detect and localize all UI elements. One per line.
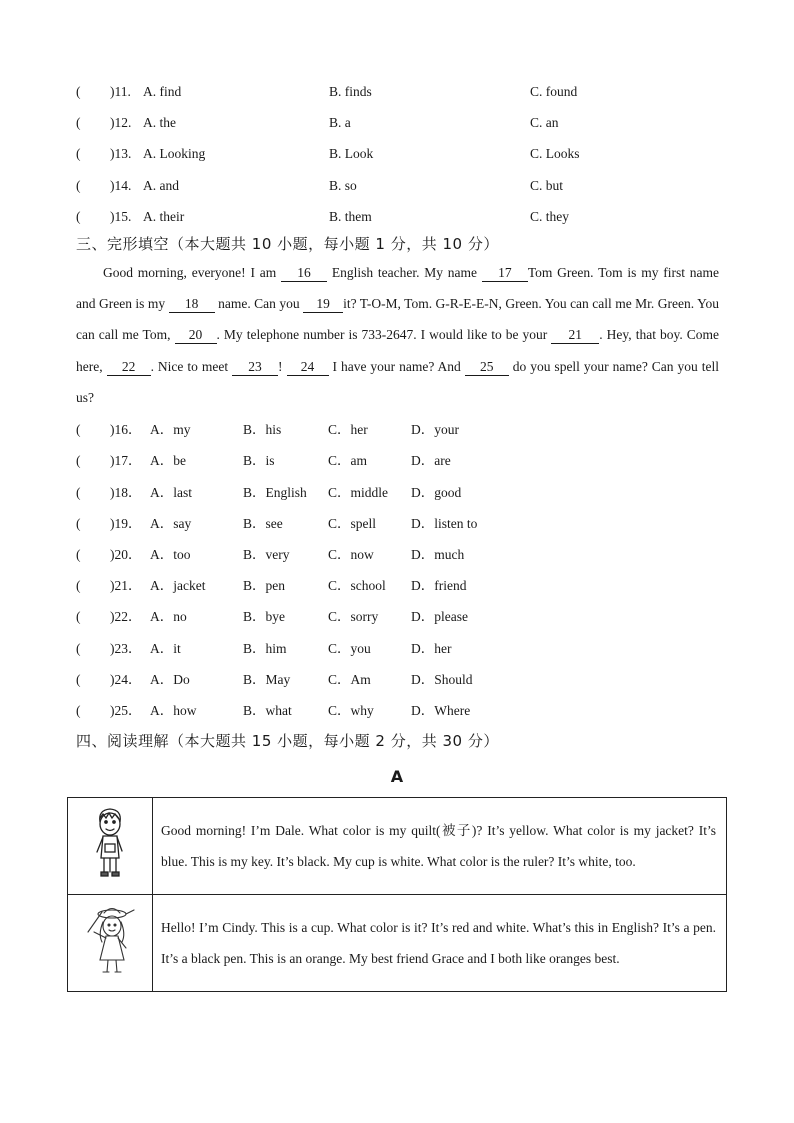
girl-illustration-icon [82, 902, 138, 980]
question-number: )13. [110, 146, 132, 161]
option-b: B．pen [243, 578, 285, 593]
option-c: C. Looks [530, 146, 580, 161]
cindy-picture-cell [68, 895, 153, 992]
blank-22[interactable]: 22 [107, 359, 151, 376]
answer-paren[interactable]: ( [76, 641, 81, 656]
option-d: D．good [411, 485, 462, 500]
answer-paren[interactable]: ( [76, 609, 81, 624]
question-number: )24． [110, 672, 142, 687]
blank-23[interactable]: 23 [232, 359, 278, 376]
option-a: A. their [143, 209, 185, 224]
answer-paren[interactable]: ( [76, 146, 81, 161]
option-b: B．very [243, 547, 290, 562]
blank-16[interactable]: 16 [281, 265, 327, 282]
option-d: D．her [411, 641, 452, 656]
blank-20[interactable]: 20 [175, 327, 217, 344]
option-a: A. Looking [143, 146, 206, 161]
question-number: )21． [110, 578, 142, 593]
answer-paren[interactable]: ( [76, 485, 81, 500]
option-d: D．friend [411, 578, 467, 593]
option-c: C．school [328, 578, 386, 593]
passage-text: it? T-O-M, Tom. G-R-E-E-N, Green. You can call me Mr. Green. You can call me Tom, [76, 296, 719, 343]
question-number: )11. [110, 84, 131, 99]
option-a: A．jacket [150, 578, 206, 593]
answer-paren[interactable]: ( [76, 84, 81, 99]
option-c: C. but [530, 178, 564, 193]
answer-paren[interactable]: ( [76, 703, 81, 718]
passage-text: I have your name? And [332, 358, 465, 374]
option-c: C．you [328, 641, 371, 656]
option-a: A．no [150, 609, 187, 624]
option-a: A．say [150, 516, 192, 531]
option-c: C. they [530, 209, 569, 224]
passage-text: name. Can you [218, 296, 304, 312]
blank-25[interactable]: 25 [465, 359, 509, 376]
option-c: C. found [530, 84, 578, 99]
option-a: A. the [143, 115, 176, 130]
option-a: A．last [150, 485, 192, 500]
option-b: B. Look [329, 146, 374, 161]
option-c: C．am [328, 453, 367, 468]
option-b: B. finds [329, 84, 372, 99]
option-c: C．Am [328, 672, 371, 687]
section3-title: 三、完形填空（本大题共 10 小题，每小题 1 分，共 10 分） [76, 235, 499, 253]
option-b: B．him [243, 641, 287, 656]
reading-table [67, 797, 727, 992]
option-b: B．is [243, 453, 275, 468]
passage-text: . Hey, that boy. Come here, [76, 327, 719, 374]
option-b: B．see [243, 516, 283, 531]
answer-paren[interactable]: ( [76, 115, 81, 130]
cindy-text: Hello! I’m Cindy. This is a cup. What color is it? It’s red and white. What’s this in English? It’s a pen. It’s a black pen. This is an orange. My best friend Grace and I both like oranges best. [153, 895, 727, 992]
option-c: C. an [530, 115, 559, 130]
question-number: )18． [110, 485, 142, 500]
answer-paren[interactable]: ( [76, 547, 81, 562]
blank-18[interactable]: 18 [169, 296, 215, 313]
passage-text: Tom Green. Tom is my first name and Green is my [76, 265, 720, 312]
question-number: )17． [110, 453, 142, 468]
option-d: D．your [411, 422, 459, 437]
passage-text: Good morning, everyone! I am [103, 265, 282, 280]
question-number: )14. [110, 178, 132, 193]
section4-title: 四、阅读理解（本大题共 15 小题，每小题 2 分，共 30 分） [76, 732, 499, 750]
option-b: B. a [329, 115, 351, 130]
option-d: D．much [411, 547, 465, 562]
option-c: C．spell [328, 516, 377, 531]
answer-paren[interactable]: ( [76, 516, 81, 531]
answer-paren[interactable]: ( [76, 453, 81, 468]
boy-illustration-icon [88, 806, 132, 882]
option-a: A. and [143, 178, 179, 193]
question-number: )23． [110, 641, 142, 656]
option-d: D．Where [411, 703, 471, 718]
dale-text: Good morning! I’m Dale. What color is my quilt(被子)? It’s yellow. What color is my jacket? It’s blue. This is my key. It’s black. My cup is white. What color is the ruler? It’s white, too. [153, 798, 727, 895]
passage-text: . Nice to meet [150, 358, 233, 374]
option-c: C．sorry [328, 609, 379, 624]
cloze-passage [76, 257, 719, 413]
option-a: A．my [150, 422, 191, 437]
option-b: B. so [329, 178, 357, 193]
answer-paren[interactable]: ( [76, 422, 81, 437]
option-b: B．his [243, 422, 282, 437]
option-a: A．it [150, 641, 181, 656]
option-a: A．be [150, 453, 186, 468]
passage-text: English teacher. My name [331, 265, 482, 280]
option-d: D．listen to [411, 516, 478, 531]
question-number: )20． [110, 547, 142, 562]
question-number: )15. [110, 209, 132, 224]
option-d: D．are [411, 453, 451, 468]
option-c: C．now [328, 547, 374, 562]
passage-text: do you spell your name? Can you tell us? [76, 358, 719, 405]
question-number: )22． [110, 609, 142, 624]
reading-row-dale [68, 798, 727, 895]
option-a: A．how [150, 703, 197, 718]
question-number: )19． [110, 516, 142, 531]
option-c: C．middle [328, 485, 388, 500]
option-b: B．May [243, 672, 291, 687]
passage-text: ! [278, 358, 287, 374]
question-number: )25． [110, 703, 142, 718]
passage-label-a: A [390, 767, 404, 786]
option-d: D．please [411, 609, 468, 624]
answer-paren[interactable]: ( [76, 178, 81, 193]
option-a: A．Do [150, 672, 190, 687]
reading-row-cindy [68, 895, 727, 992]
option-a: A．too [150, 547, 191, 562]
option-d: D．Should [411, 672, 473, 687]
answer-paren[interactable]: ( [76, 578, 81, 593]
answer-paren[interactable]: ( [76, 672, 81, 687]
question-number: )12. [110, 115, 132, 130]
option-c: C．why [328, 703, 374, 718]
option-c: C．her [328, 422, 368, 437]
dale-picture-cell [68, 798, 153, 895]
option-b: B．English [243, 485, 307, 500]
option-a: A. find [143, 84, 182, 99]
blank-19[interactable]: 19 [303, 296, 343, 313]
blank-24[interactable]: 24 [287, 359, 329, 376]
option-b: B. them [329, 209, 372, 224]
answer-paren[interactable]: ( [76, 209, 81, 224]
passage-text: . My telephone number is 733-2647. I would like to be your [216, 327, 552, 343]
question-number: )16． [110, 422, 142, 437]
option-b: B．what [243, 703, 292, 718]
blank-21[interactable]: 21 [551, 327, 599, 344]
blank-17[interactable]: 17 [482, 265, 528, 282]
option-b: B．bye [243, 609, 285, 624]
